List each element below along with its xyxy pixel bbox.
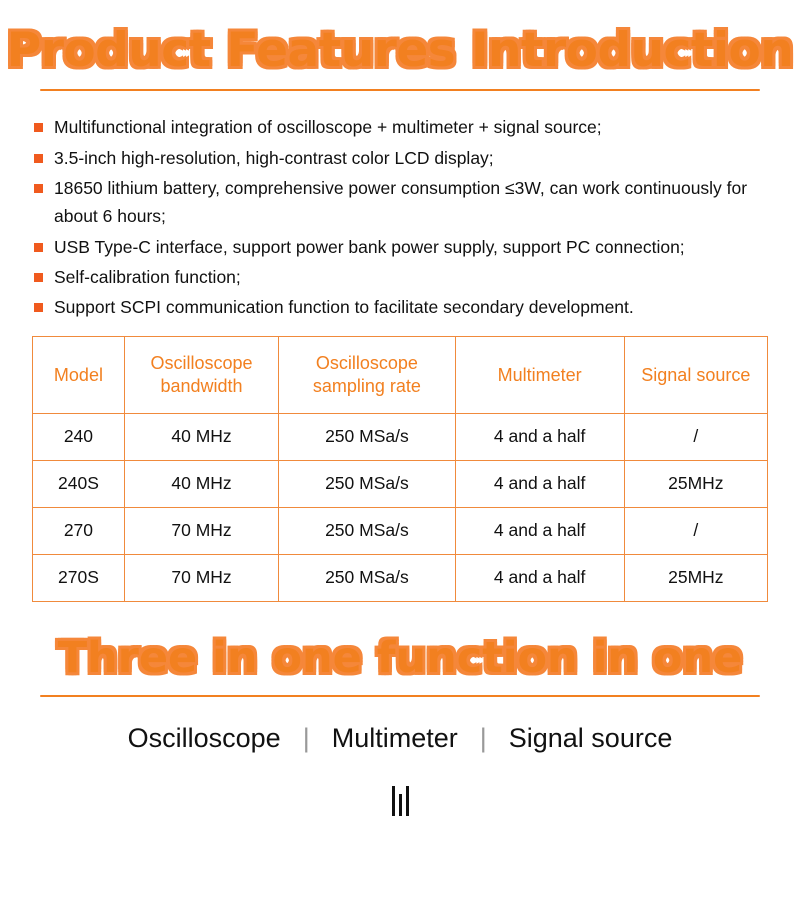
cell-multimeter: 4 and a half [455,554,624,601]
cell-model: 240 [33,413,125,460]
cell-sampling-rate: 250 MSa/s [279,507,455,554]
waveform-bar [392,786,395,816]
cell-bandwidth: 70 MHz [124,554,278,601]
feature-text: 3.5-inch high-resolution, high-contrast color LCD display; [54,147,494,168]
list-item [30,113,770,141]
table-row [33,554,768,601]
cell-multimeter: 4 and a half [455,460,624,507]
list-item [30,174,770,231]
cell-signal-source: / [624,413,767,460]
cell-sampling-rate: 250 MSa/s [279,413,455,460]
cell-bandwidth: 40 MHz [124,460,278,507]
cell-multimeter: 4 and a half [455,413,624,460]
table-row [33,460,768,507]
column-header-model: Model [33,336,125,413]
mode-separator: | [302,722,310,753]
spec-table-head [33,336,768,413]
features-list [0,113,800,321]
spec-table-container [0,324,800,602]
column-header-oscilloscope-bandwidth: Oscilloscope bandwidth [124,336,278,413]
mode-list [0,723,800,754]
feature-text: Support SCPI communication function to facilitate secondary development. [54,297,634,318]
column-header-oscilloscope-sampling-rate: Oscilloscope sampling rate [279,336,455,413]
header-divider [40,89,760,91]
cell-signal-source: / [624,507,767,554]
page-title: Product Features Introduction [6,23,794,78]
table-row [33,507,768,554]
list-item [30,293,770,321]
square-bullet-icon [34,154,43,163]
mode-separator: | [479,722,487,753]
mode-oscilloscope: Oscilloscope [127,722,281,753]
cell-sampling-rate: 250 MSa/s [279,554,455,601]
bottom-section [0,632,800,816]
cell-signal-source: 25MHz [624,554,767,601]
feature-text: Self-calibration function; [54,267,241,288]
cell-model: 270 [33,507,125,554]
bottom-divider [40,695,760,697]
column-header-signal-source: Signal source [624,336,767,413]
feature-text: USB Type-C interface, support power bank power supply, support PC connection; [54,236,685,257]
mode-signal-source: Signal source [508,722,673,753]
square-bullet-icon [34,243,43,252]
square-bullet-icon [34,303,43,312]
cell-model: 270S [33,554,125,601]
waveform-bar [399,794,402,816]
square-bullet-icon [34,273,43,282]
cell-sampling-rate: 250 MSa/s [279,460,455,507]
feature-text: Multifunctional integration of oscilloscope + multimeter + signal source; [54,117,602,138]
list-item [30,263,770,291]
cell-model: 240S [33,460,125,507]
square-bullet-icon [34,184,43,193]
footer-spacer [0,885,800,921]
spec-table-body [33,413,768,601]
table-row [33,413,768,460]
mode-multimeter: Multimeter [331,722,458,753]
waveform-bar [406,786,409,816]
cell-bandwidth: 40 MHz [124,413,278,460]
header-section [0,0,800,91]
list-item [30,144,770,172]
cell-bandwidth: 70 MHz [124,507,278,554]
list-item [30,233,770,261]
spec-table [32,336,768,602]
bottom-title: Three in one function in one [57,632,743,683]
cell-multimeter: 4 and a half [455,507,624,554]
column-header-multimeter: Multimeter [455,336,624,413]
waveform-icon [0,776,800,816]
square-bullet-icon [34,123,43,132]
feature-text: 18650 lithium battery, comprehensive power consumption ≤3W, can work continuously for about 6 hours; [54,178,748,227]
cell-signal-source: 25MHz [624,460,767,507]
table-header-row [33,336,768,413]
